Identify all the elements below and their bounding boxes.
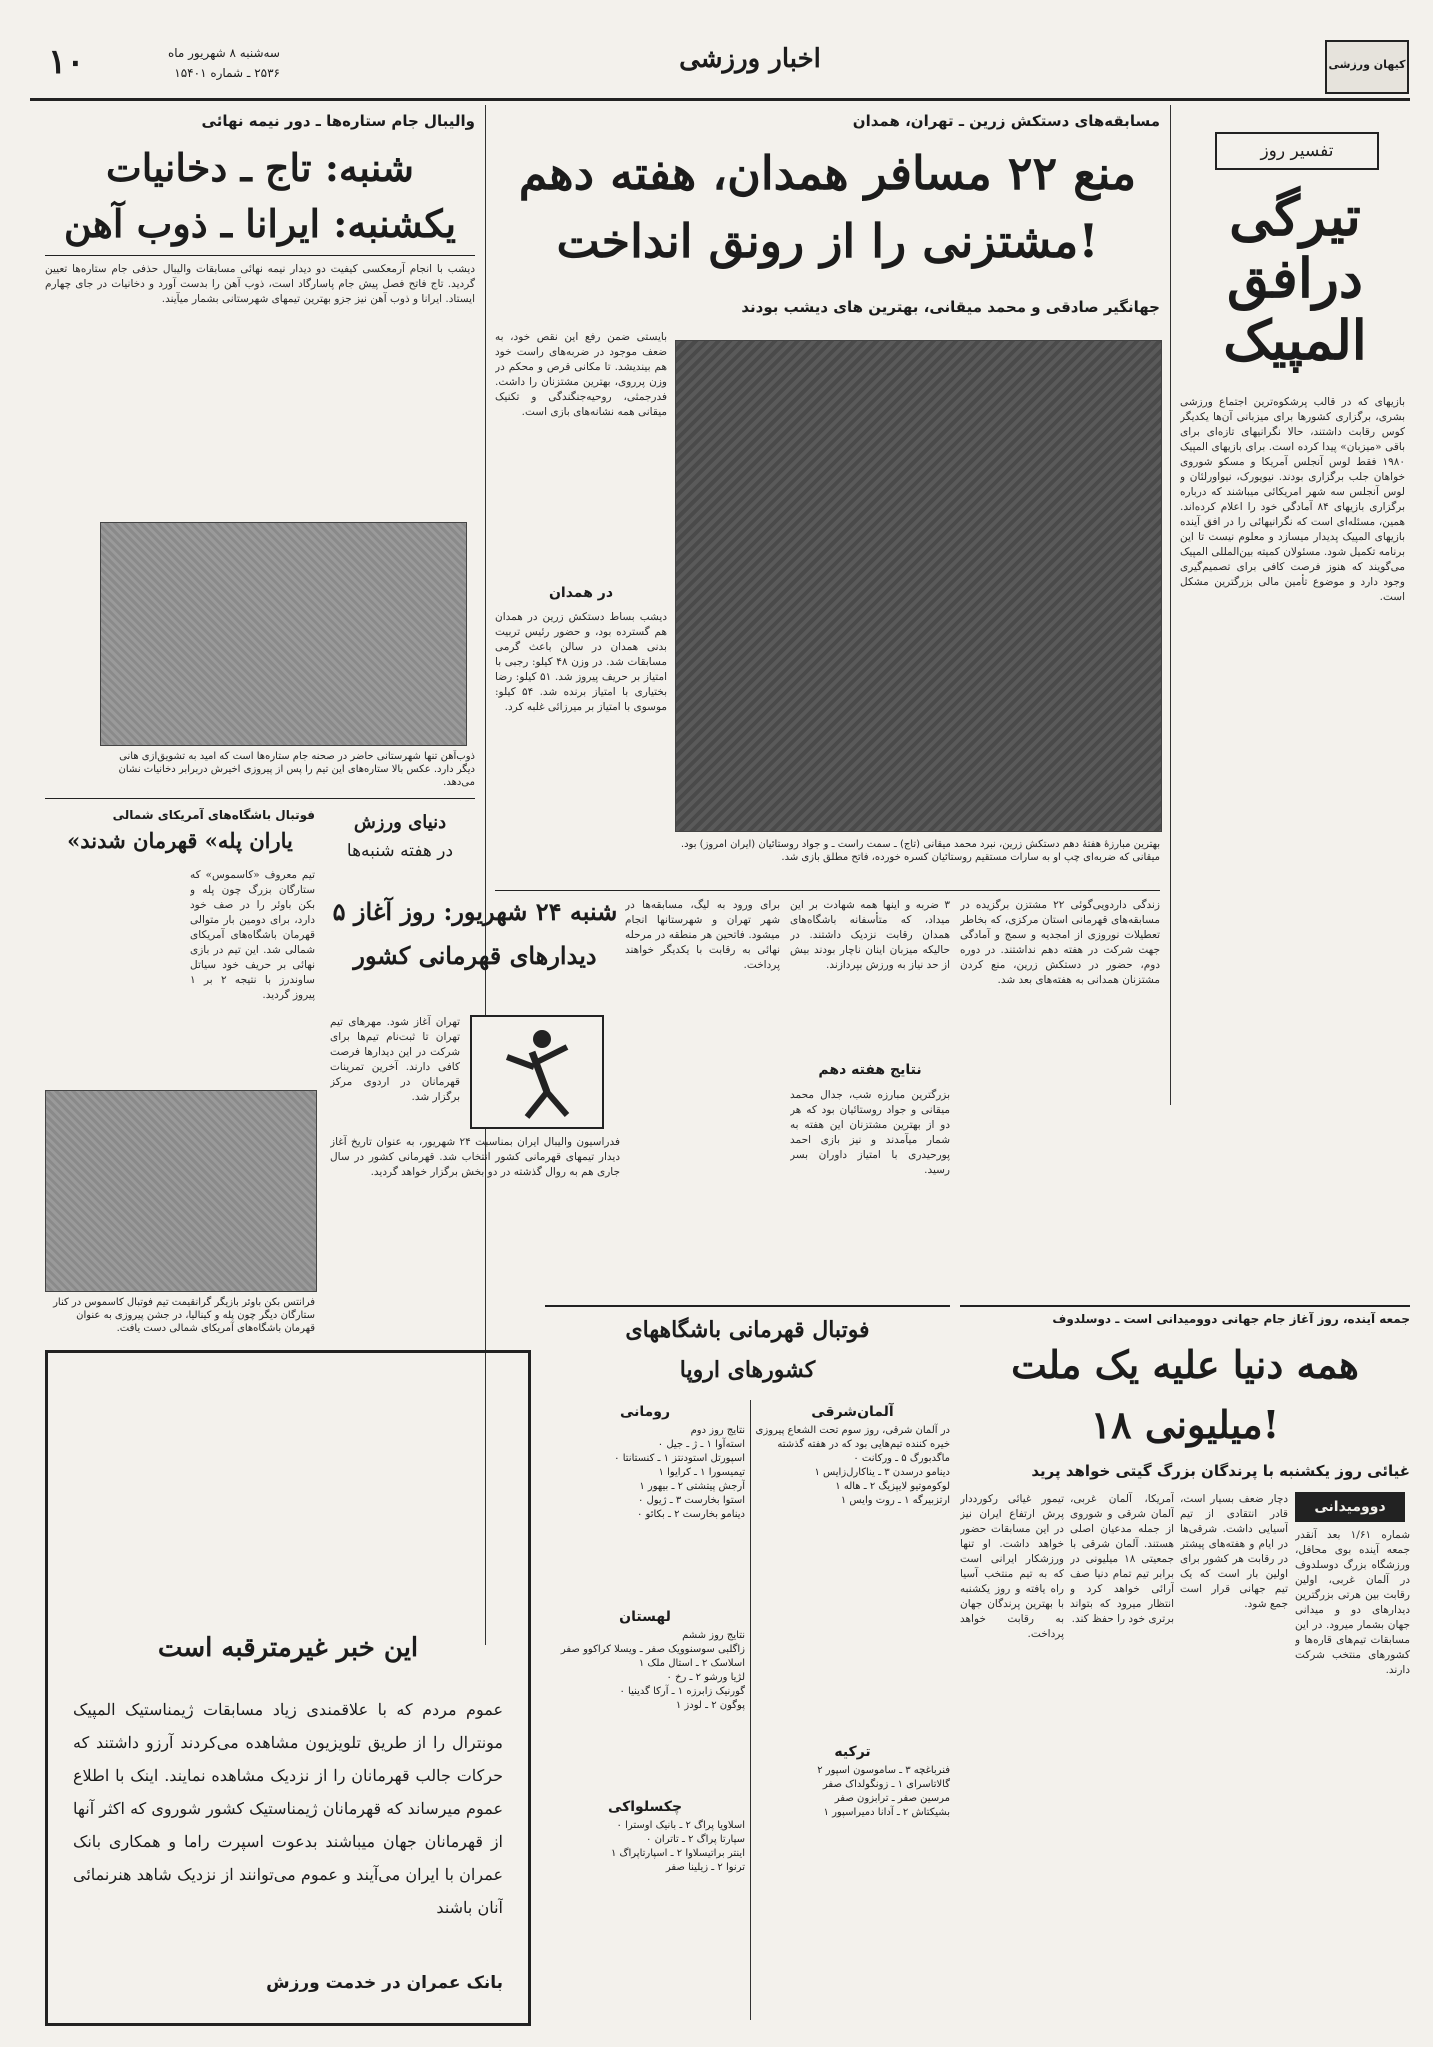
- tafsir-headline-line-2: درافق: [1227, 246, 1363, 310]
- result-line: استوا بخارست ۳ ـ ژیول ۰: [637, 1495, 745, 1506]
- country-name: آلمان‌شرقی: [811, 1404, 894, 1420]
- europe-headline-1: فوتبال قهرمانی باشگاههای: [625, 1317, 870, 1343]
- country-name: رومانی: [619, 1404, 671, 1420]
- volleyball-headline-1: شنبه: تاج ـ دخانیات: [105, 145, 415, 190]
- result-line: لوکوموتیو لایپزیگ ۲ ـ هاله ۱: [835, 1481, 950, 1492]
- europe-headline: [545, 1310, 950, 1392]
- boxing-headline-2: مشتزنی را از رونق انداخت!: [556, 214, 1099, 268]
- result-line: دینامو درسدن ۳ ـ یناکارل‌زایس ۱: [814, 1467, 950, 1478]
- result-line: ماگدبورگ ۵ ـ ورکانت ۰: [853, 1453, 950, 1464]
- championship-body-2: فدراسیون والیبال ایران بمناسبت ۲۴ شهریور، به عنوان تاریخ آغاز دیدار تیمهای قهرمانی کشور انتخاب شد. قهرمانی کشور در سال جاری هم به روال گذشته در دو بخش برگزار خواهد گردید.: [330, 1136, 620, 1178]
- result-line: تیمیسورا ۱ ـ کرایوا ۱: [658, 1467, 745, 1478]
- world-sport-label: دنیای ورزش: [353, 812, 447, 833]
- result-line: اسپورتل استودنتز ۱ ـ کنستانتا ۰: [614, 1453, 745, 1464]
- dusseldorf-tag-label: دوومیدانی: [1314, 1499, 1386, 1515]
- dusseldorf-body-1: شماره ۱/۶۱ بعد آنقدر جمعه آینده بوی محافل، ورزشگاه بزرگ دوسلدوف در آلمان غربی، اولین رقابت بین هرتی بزرگترین دیدارهای دو و میدانی جهان بشمار میرود. در این مسابقات تیم‌های قاره‌ها و کشورهای منتخب شرکت دارند.: [1295, 1529, 1410, 1676]
- pele-photo-caption: فرانتس بکن باوئر بازیگر گرانقیمت تیم فوتبال کاسموس در کنار ستارگان دیگر چون پله و کینالیا، در جشن پیروزی به عنوان قهرمان باشگاه‌های آمریکای شمالی دست یافت.: [53, 1297, 315, 1334]
- boxing-body-1: بایستی ضمن رفع این نقص خود، به ضعف موجود در ضربه‌های راست خود هم بیندیشد. تا مکانی قرص و محکم در وزن پرروی، بهترین مشتزنان را داشت. فدرجمثی، روحیه‌جنگندگی و تکنیک میقانی همه نشانه‌های بازی است.: [495, 331, 667, 418]
- result-line: بشیکتاش ۲ ـ آدانا دمیراسپور ۱: [823, 1807, 950, 1818]
- dusseldorf-headline-2: ۱۸ میلیونی!: [1090, 1402, 1280, 1447]
- result-line: در آلمان شرقی، روز سوم تحت الشعاع پیروزی خیره کننده تیم‌هایی بود که در هفته گذشته: [755, 1425, 950, 1450]
- result-list: [755, 1764, 950, 1820]
- logo-text: کیهان ورزشی: [1328, 58, 1406, 71]
- page-number: ۱۰: [48, 42, 85, 82]
- boxing-subhead: جهانگیر صادقی و محمد میقانی، بهترین های دیشب بودند: [741, 298, 1160, 316]
- tafsir-headline-line-3: المپیک: [1223, 308, 1367, 372]
- mid-report-body-2: بزرگترین مبارزه شب، جدال محمد میقانی و جواد روستائیان بود که هر دو از بهترین مشتزنان این هفته به شمار میآمدند و نیز بازی احمد پورحیدری با امتیاز داوران بسر رسید.: [790, 1089, 950, 1176]
- dusseldorf-body-4: تیمور غیائی رکورددار پرش ارتفاع ایران نیز در این مسابقات حضور خواهد داشت. او تنها ورزشکار ایرانی است که به تیم منتخب آسیا راه یافته و روز یکشنبه با بهترین پرندگان جهان به رقابت خواهد پرداخت.: [960, 1493, 1064, 1640]
- boxing-week-head: نتایج هفته دهم: [818, 1062, 922, 1078]
- boxing-photo: [675, 340, 1162, 832]
- result-list: [545, 1819, 745, 1875]
- europe-headline-2: کشورهای اروپا: [679, 1357, 816, 1383]
- masthead: [30, 38, 1410, 96]
- issue-line: ۲۵۳۶ ـ شماره ۱۵۴۰۱: [174, 66, 280, 80]
- volleyball-kicker: والیبال جام ستاره‌ها ـ دور نیمه نهائی: [201, 112, 475, 130]
- dusseldorf-body-2: دچار ضعف بسیار است، قادر انتقادی از تیم آسیایی داشت. شرقی‌ها در ایام و هفته‌های پیشتر در رقابت هر کشور برای اولین بار است که یک تیم جهانی قرار است جمع شود.: [1180, 1493, 1288, 1610]
- result-list: [545, 1424, 745, 1522]
- europe-column-rule: [750, 1400, 751, 2020]
- result-line: پوگون ۲ ـ لودز ۱: [675, 1700, 745, 1711]
- result-line: آرجش پیتشتی ۲ ـ بیهور ۱: [639, 1481, 745, 1492]
- tafsir-headline: [1180, 185, 1410, 385]
- pele-photo: [45, 1090, 317, 1292]
- gymnastics-ad: [45, 1350, 531, 2026]
- boxing-headline-1: منع ۲۲ مسافر همدان، هفته دهم: [518, 146, 1137, 200]
- volleyball-headline-2: یکشنبه: ایرانا ـ ذوب آهن: [63, 201, 457, 246]
- pele-headline: «یاران پله» قهرمان شدند: [67, 828, 293, 853]
- dusseldorf-tag: [1295, 1492, 1405, 1522]
- result-list: [755, 1424, 950, 1508]
- volleyball-rule: [45, 255, 475, 256]
- result-list: [545, 1629, 745, 1713]
- result-line: دینامو بخارست ۲ ـ بکائو ۰: [636, 1509, 745, 1520]
- pele-body: تیم معروف «کاسموس» که ستارگان بزرگ چون پله و بکن باوئر را در صف خود دارد، برای دومین بار متوالی قهرمان باشگاه‌های آمریکای شمالی شد. این تیم در بازی نهائی بر حریف خود سیاتل ساوندرز با نتیجه ۲ بر ۱ پیروز گردید.: [190, 869, 315, 1001]
- result-line: اسلاسک ۲ ـ استال ملک ۱: [638, 1658, 745, 1669]
- column-rule: [1170, 105, 1171, 1105]
- tafsir-label: تفسیر روز: [1260, 141, 1334, 161]
- europe-top-rule: [545, 1305, 950, 1307]
- boxing-report-body: زندگی داردویی‌گوئی ۲۲ مشتزن برگزیده در مسابقه‌های قهرمانی استان مرکزی، که بخاطر تعطیلات نوروزی از امجدیه و سمج و آمادگی جهت شرکت در هفته دهم نداشتند. در دوره دوم، حضور در دستکش زرین، منع کردن مشتزنان همدانی به هفته‌های بعد شد.: [960, 899, 1160, 986]
- world-sport-sub: در هفته شنبه‌ها: [346, 841, 454, 861]
- mid-report-body-1: ۳ ضربه و اینها همه شهادت بر این میداد، که متأسفانه باشگاه‌های همدان رقابت نزدیک داشتند. در حالیکه میزبان اینان ناچار بودند بیش از حد نیاز به ورزش بپردازند.: [790, 899, 950, 971]
- tafsir-body: بازیهای که در قالب پرشکوه‌ترین اجتماع ورزشی بشری، برگزاری کشورها برای میزبانی آن‌ها یکدیگر کوس رقابت داشتند، حالا نگرانیهای تازه‌ای برای باقی «میزبان» پیدا کرده است. برای بازیهای المپیک ۱۹۸۰ فقط لوس آنجلس آمریکا و مسکو شوروی خواهان جلب برگزاری بودند. نیویورک، نیواورلئان و لوس آنجلس سه شهر امریکائی میباشند که درباره برگزاری بازیهای ۸۴ آمادگی خود را اعلام کرده‌اند. همین، مسئله‌ای است که نگرانیهائی را در افق آینده بازیهای المپیک پدیدار میسازد و معلوم نیست تا این برنامه تکمیل شود. مسئولان کمیته بین‌المللی المپیک می‌گویند که هنوز فرصت کافی برای تصمیم‌گیری وجود دارد و موضوع تأمین مالی بزرگترین مشکل است.: [1180, 396, 1405, 603]
- championship-headline: [330, 890, 620, 1010]
- result-line: نتایج روز ششم: [682, 1630, 745, 1641]
- tafsir-label-box: [1215, 132, 1379, 170]
- result-line: فنرباغچه ۳ ـ ساموسون اسپور ۲: [817, 1765, 950, 1776]
- championship-body-3: برای ورود به لیگ، مسابقه‌ها در شهر تهران و شهرستانها انجام میشود. فاتحین هر منطقه در مرحله نهائی به رقابت با یکدیگر خواهند پرداخت.: [625, 899, 780, 971]
- result-line: اینتر براتیسلاوا ۲ ـ اسپارتاپراگ ۱: [611, 1848, 745, 1859]
- country-name: ترکیه: [834, 1744, 871, 1760]
- result-line: نتایج روز دوم: [690, 1425, 745, 1436]
- europe-country-east-germany: [755, 1400, 950, 1730]
- result-line: ارتزبیرگه ۱ ـ روت وایس ۱: [840, 1495, 950, 1506]
- result-line: گالاتاسرای ۱ ـ زونگولداک صفر: [822, 1779, 950, 1790]
- volleyball-body: دیشب با انجام آرمعکسی کیفیت دو دیدار نیمه نهائی مسابقات والیبال حذفی جام ستاره‌ها تعیین گردید. تاج فاتح فصل پیش جام پاسارگاد است، ذوب آهن را بدست آورد و دخانیات در جای چهارم ایستاد. ایرانا و ذوب آهن نیز جزو بهترین تیمهای شهرستانی بشمار میآیند.: [45, 263, 475, 305]
- gymnastics-ad-title: این خبر غیرمترقبه است: [157, 1633, 419, 1663]
- section-title: اخبار ورزشی: [679, 44, 821, 74]
- world-sport-box: [325, 808, 475, 888]
- gymnastics-ad-signature: بانک عمران در خدمت ورزش: [266, 1973, 503, 1993]
- europe-country-romania: [545, 1400, 745, 1600]
- boxing-photo-caption: بهترین مبارزهٔ هفتهٔ دهم دستکش زرین، نبرد محمد میقانی (تاج) ـ سمت راست ـ و جواد روستائیان (ایران امروز) بود. میقانی که ضربه‌ای چپ او به سارات مستقیم روستائیان کسره خورده، فاتح مطلق بازی شد.: [680, 839, 1160, 863]
- boxing-body-2: دیشب بساط دستکش زرین در همدان هم گسترده بود، و حضور رئیس تربیت بدنی همدان در سالن باعث گرمی مسابقات شد. در وزن ۴۸ کیلو: رجبی با امتیاز بر حریف پیروز شد. ۵۱ کیلو: رضا بختیاری با امتیاز برنده شد. ۵۴ کیلو: موسوی با امتیاز بر میرزائی غلبه کرد.: [495, 611, 667, 713]
- volleyball-photo-caption: ذوب‌آهن تنها شهرستانی حاضر در صحنه جام ستاره‌ها است که امید به تشویق‌ازی هانی دیگر دارد. عکس بالا ستاره‌های این تیم را پس از پیروزی اخیرش دربرابر دخانیات نشان می‌دهد.: [118, 751, 475, 788]
- date-line: سه‌شنبه ۸ شهریور ماه: [167, 46, 280, 60]
- pele-kicker: فوتبال باشگاه‌های آمریکای شمالی: [112, 808, 315, 822]
- result-line: مرسین صفر ـ ترابزون صفر: [834, 1793, 950, 1804]
- europe-country-turkey: [755, 1740, 950, 2020]
- championship-body-1: تهران آغاز شود. مهرهای تیم تهران تا ثبت‌نام تیم‌ها برای شرکت در این دیدارها فرصت کافی دارند. آخرین تمرینات قهرمانان در اردوی مرکز برگزار شد.: [330, 1016, 460, 1103]
- result-line: سپارتا پراگ ۲ ـ تاتران ۰: [646, 1834, 745, 1845]
- volleyball-team-photo: [100, 522, 467, 746]
- dusseldorf-body-3: آمریکا، آلمان غربی، آلمان شرقی و شوروی از جمله مدعیان اصلی هستند. آلمان شرقی با جمعیتی ۱۸ میلیونی در برابر تیم تمام دنیا صف آرائی خواهد کرد و انتظار میرود که بتواند برتری خود را حفظ کند.: [1070, 1493, 1174, 1625]
- championship-headline-1: ۵ شنبه ۲۴ شهریور: روز آغاز: [332, 897, 618, 926]
- europe-country-poland: [545, 1605, 745, 1785]
- tafsir-headline-line-1: تیرگی: [1229, 185, 1361, 248]
- result-line: اسلاویا پراگ ۲ ـ بانیک اوسترا ۰: [616, 1820, 745, 1831]
- result-line: ترنوا ۲ ـ زیلینا صفر: [665, 1862, 745, 1873]
- masthead-logo: [1325, 40, 1409, 94]
- europe-country-czechoslovakia: [545, 1795, 745, 2020]
- championship-headline-2: دیدارهای قهرمانی کشور: [353, 941, 597, 970]
- volleyball-bottom-rule: [45, 798, 475, 799]
- result-line: استه‌آوا ۱ ـ ژ ـ جیل ۰: [657, 1439, 745, 1450]
- boxing-city-head: در همدان: [548, 585, 614, 601]
- result-line: لژیا ورشو ۲ ـ رخ ۰: [666, 1672, 745, 1683]
- country-name: چکسلواکی: [607, 1799, 683, 1815]
- masthead-rule: [30, 98, 1410, 101]
- country-name: لهستان: [619, 1609, 671, 1625]
- boxing-kicker: مسابقه‌های دستکش زرین ـ تهران، همدان: [852, 112, 1160, 130]
- dusseldorf-subhead: غیائی روز یکشنبه با پرندگان بزرگ گیتی خواهد پرید: [1031, 1462, 1410, 1480]
- result-line: گورنیک زابرزه ۱ ـ آرکا گدینیا ۰: [619, 1686, 745, 1697]
- dusseldorf-headline-1: همه دنیا علیه یک ملت: [1011, 1342, 1359, 1387]
- dusseldorf-kicker: جمعه آینده، روز آغاز جام جهانی دوومیدانی است ـ دوسلدوف: [1052, 1312, 1410, 1326]
- result-line: زاگلبی سوسنوویک صفر ـ ویسلا کراکوو صفر: [560, 1644, 745, 1655]
- gymnastics-ad-body: عموم مردم که با علاقمندی زیاد مسابقات ژیمناستیک المپیک مونترال را از طریق تلویزیون مشاهده می‌کردند آرزو داشتند که حرکات جالب قهرمانان را از نزدیک مشاهده نمایند. اینک با اطلاع عموم میرساند که قهرمانان ژیمناستیک کشور شوروی که اکثر آنها از قهرمانان جهان میباشند بدعوت اسپرت راما و همکاری بانک عمران با ایران می‌آیند و عموم می‌توانند از نزدیک شاهد هنرنمائی آنان باشند: [73, 1700, 503, 1917]
- volleyball-player-icon: [470, 1015, 604, 1129]
- dusseldorf-top-rule: [960, 1305, 1410, 1307]
